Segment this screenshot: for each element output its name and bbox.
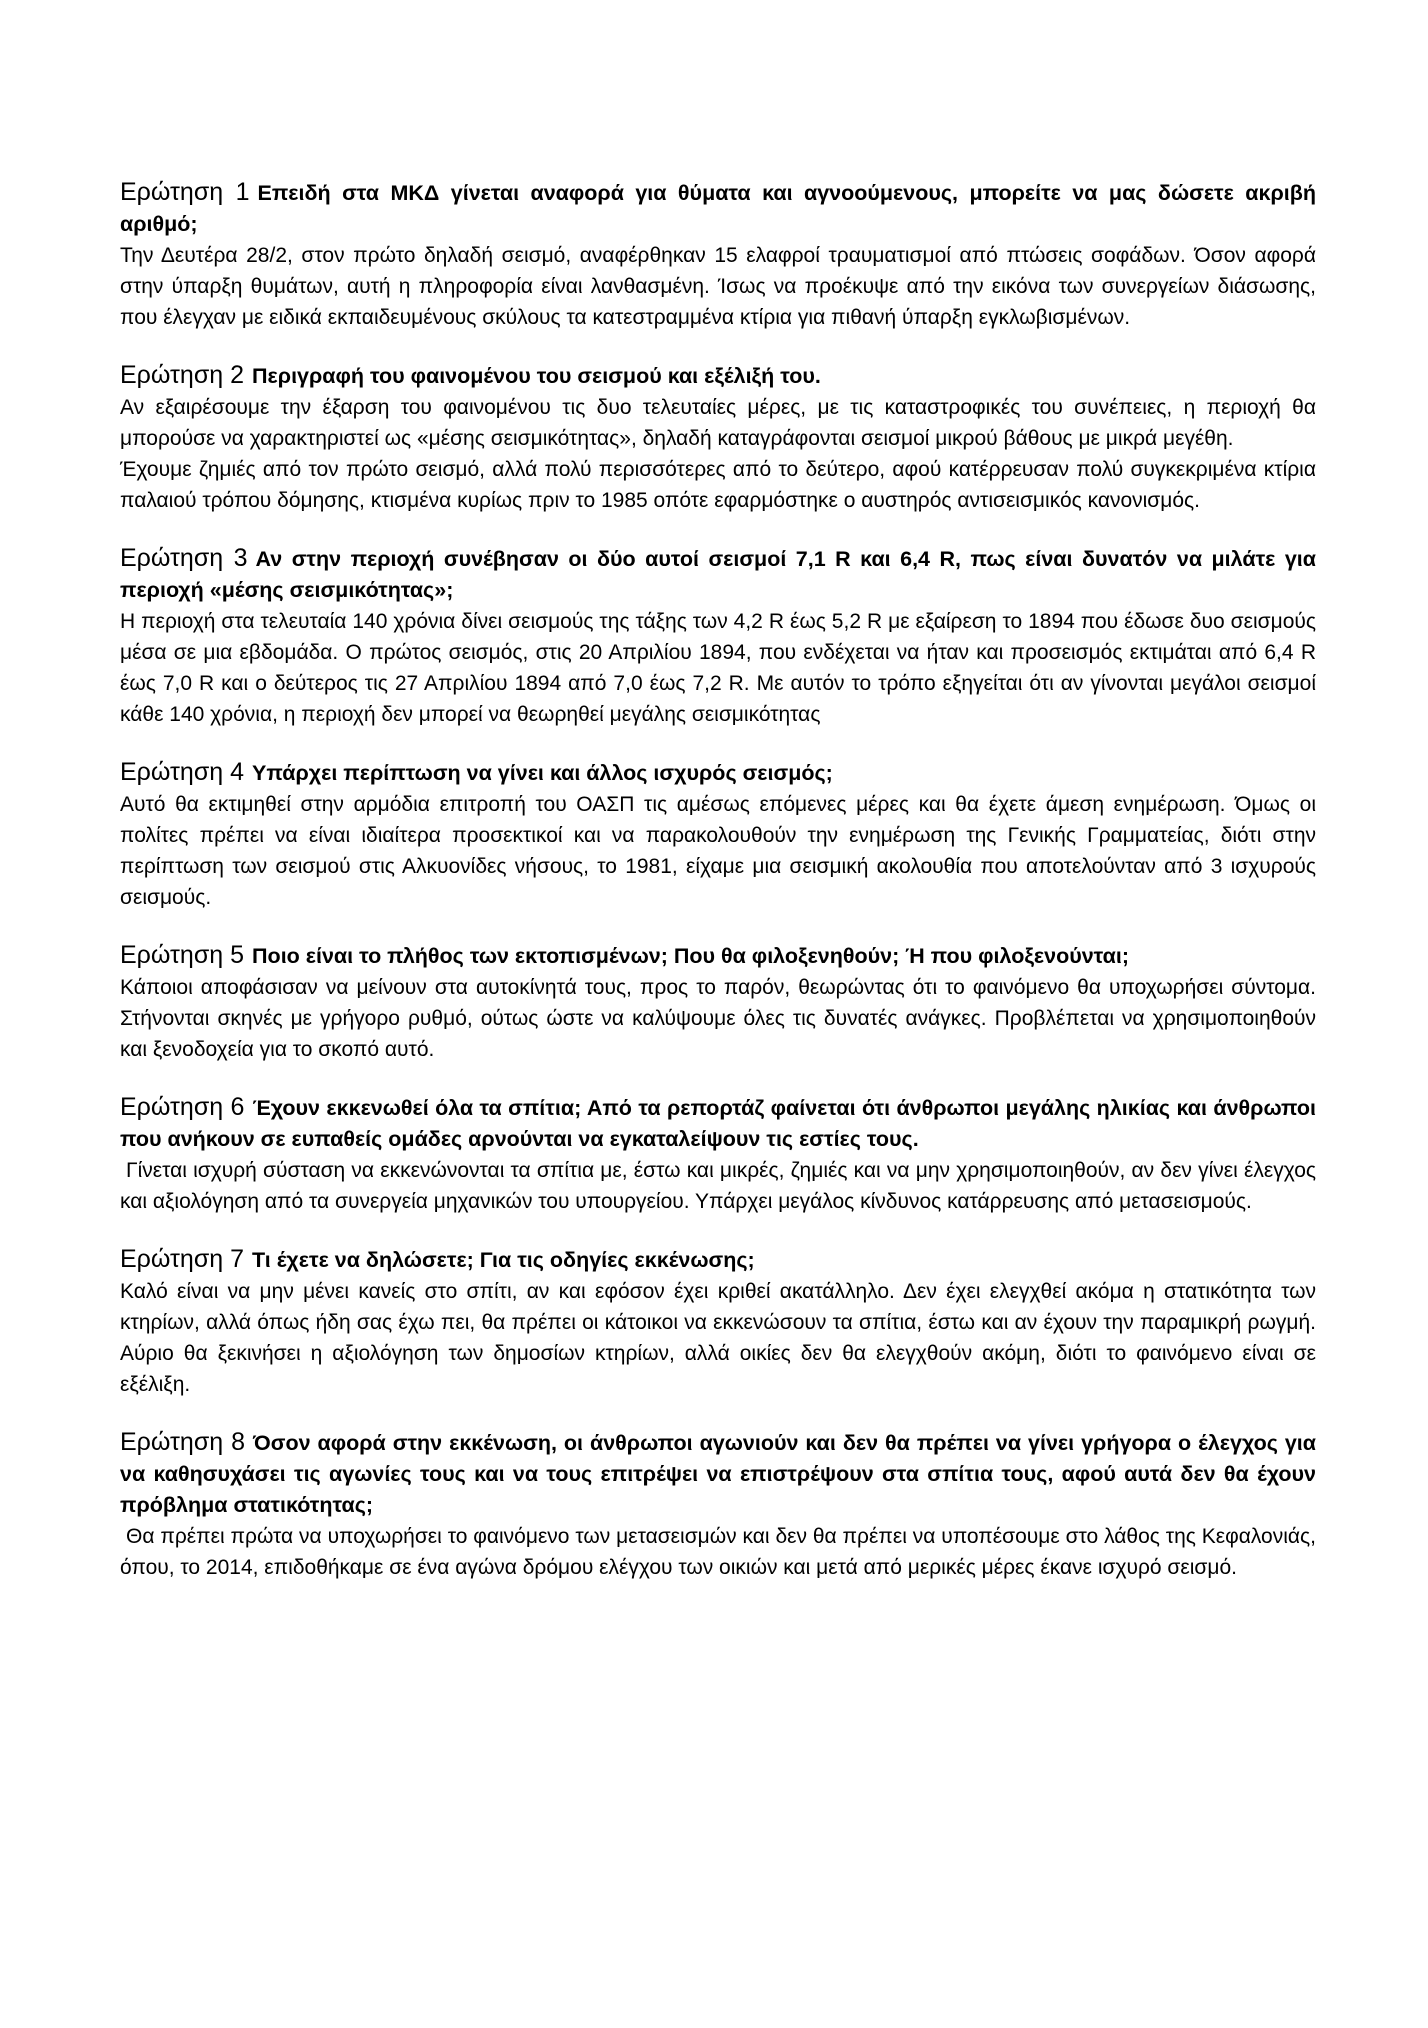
question-text: Έχουν εκκενωθεί όλα τα σπίτια; Από τα ρεπορτάζ φαίνεται ότι άνθρωποι μεγάλης ηλικίας και άνθρωποι που ανήκουν σε ευπαθείς ομάδες αρνούνται να εγκαταλείψουν τις εστίες τους. [120, 1096, 1316, 1151]
qa-block-3 [120, 543, 1316, 730]
question-label: Ερώτηση 3 [120, 544, 248, 572]
answer-2 [120, 392, 1316, 516]
answer-paragraph: Έχουμε ζημιές από τον πρώτο σεισμό, αλλά πολύ περισσότερες από το δεύτερο, αφού κατέρρευσαν πολύ συγκεκριμένα κτίρια παλαιού τρόπου δόμησης, κτισμένα κυρίως πριν το 1985 οπότε εφαρμόστηκε ο αυστηρός αντισεισμικός κανονισμός. [120, 458, 1316, 512]
question-2 [120, 360, 1316, 392]
answer-3 [120, 606, 1316, 730]
answer-7 [120, 1276, 1316, 1400]
qa-block-6 [120, 1092, 1316, 1217]
qa-block-8 [120, 1427, 1316, 1583]
qa-block-1 [120, 177, 1316, 333]
question-label: Ερώτηση 8 [120, 1428, 246, 1456]
document-page [120, 177, 1316, 1610]
answer-paragraph: Την Δευτέρα 28/2, στον πρώτο δηλαδή σεισμό, αναφέρθηκαν 15 ελαφροί τραυματισμοί από πτώσεις σοφάδων. Όσον αφορά στην ύπαρξη θυμάτων, αυτή η πληροφορία είναι λανθασμένη. Ίσως να προέκυψε από την εικόνα των συνεργείων διάσωσης, που έλεγχαν με ειδικά εκπαιδευμένους σκύλους τα κατεστραμμένα κτίρια για πιθανή ύπαρξη εγκλωβισμένων. [120, 244, 1316, 329]
question-3 [120, 543, 1316, 606]
answer-5 [120, 972, 1316, 1065]
qa-block-5 [120, 940, 1316, 1065]
answer-paragraph: Καλό είναι να μην μένει κανείς στο σπίτι, αν και εφόσον έχει κριθεί ακατάλληλο. Δεν έχει ελεγχθεί ακόμα η στατικότητα των κτηρίων, αλλά όπως ήδη σας έχω πει, θα πρέπει οι κάτοικοι να εκκενώσουν τα σπίτια, έστω και αν έχουν την παραμικρή ρωγμή. Αύριο θα ξεκινήσει η αξιολόγηση των δημοσίων κτηρίων, αλλά οικίες δεν θα ελεγχθούν ακόμη, διότι το φαινόμενο είναι σε εξέλιξη. [120, 1280, 1316, 1396]
question-label: Ερώτηση 1 [120, 178, 250, 206]
answer-6 [120, 1155, 1316, 1217]
question-label: Ερώτηση 2 [120, 361, 245, 389]
question-1 [120, 177, 1316, 240]
question-6 [120, 1092, 1316, 1155]
answer-paragraph: Γίνεται ισχυρή σύσταση να εκκενώνονται τα σπίτια με, έστω και μικρές, ζημιές και να μην χρησιμοποιηθούν, αν δεν γίνει έλεγχος και αξιολόγηση από τα συνεργεία μηχανικών του υπουργείου. Υπάρχει μεγάλος κίνδυνος κατάρρευσης από μετασεισμούς. [120, 1159, 1316, 1213]
question-text: Τι έχετε να δηλώσετε; Για τις οδηγίες εκκένωσης; [252, 1248, 755, 1272]
answer-paragraph: Θα πρέπει πρώτα να υποχωρήσει το φαινόμενο των μετασεισμών και δεν θα πρέπει να υποπέσουμε στο λάθος της Κεφαλονιάς, όπου, το 2014, επιδοθήκαμε σε ένα αγώνα δρόμου ελέγχου των οικιών και μετά από μερικές μέρες έκανε ισχυρό σεισμό. [120, 1525, 1316, 1579]
answer-paragraph: Αυτό θα εκτιμηθεί στην αρμόδια επιτροπή του ΟΑΣΠ τις αμέσως επόμενες μέρες και θα έχετε άμεση ενημέρωση. Όμως οι πολίτες πρέπει να είναι ιδιαίτερα προσεκτικοί και να παρακολουθούν την ενημέρωση της Γενικής Γραμματείας, διότι στην περίπτωση των σεισμού στις Αλκυονίδες νήσους, το 1981, είχαμε μια σεισμική ακολουθία που αποτελούνταν από 3 ισχυρούς σεισμούς. [120, 793, 1316, 909]
answer-1 [120, 240, 1316, 333]
question-label: Ερώτηση 7 [120, 1245, 245, 1273]
question-5 [120, 940, 1316, 972]
question-8 [120, 1427, 1316, 1521]
qa-block-7 [120, 1244, 1316, 1400]
answer-paragraph: Η περιοχή στα τελευταία 140 χρόνια δίνει σεισμούς της τάξης των 4,2 R έως 5,2 R με εξαίρεση το 1894 που έδωσε δυο σεισμούς μέσα σε μια εβδομάδα. Ο πρώτος σεισμός, στις 20 Απριλίου 1894, που ενδέχεται να ήταν και προσεισμός εκτιμάται από 6,4 R έως 7,0 R και ο δεύτερος τις 27 Απριλίου 1894 από 7,0 έως 7,2 R. Με αυτόν το τρόπο εξηγείται ότι αν γίνονται μεγάλοι σεισμοί κάθε 140 χρόνια, η περιοχή δεν μπορεί να θεωρηθεί μεγάλης σεισμικότητας [120, 610, 1316, 726]
qa-block-4 [120, 757, 1316, 913]
question-label: Ερώτηση 4 [120, 758, 245, 786]
answer-paragraph: Κάποιοι αποφάσισαν να μείνουν στα αυτοκίνητά τους, προς το παρόν, θεωρώντας ότι το φαινόμενο θα υποχωρήσει σύντομα. Στήνονται σκηνές με γρήγορο ρυθμό, ούτως ώστε να καλύψουμε όλες τις δυνατές ανάγκες. Προβλέπεται να χρησιμοποιηθούν και ξενοδοχεία για το σκοπό αυτό. [120, 976, 1316, 1061]
question-text: Επειδή στα ΜΚΔ γίνεται αναφορά για θύματα και αγνοούμενους, μπορείτε να μας δώσετε ακριβή αριθμό; [120, 181, 1316, 236]
question-4 [120, 757, 1316, 789]
question-label: Ερώτηση 5 [120, 941, 245, 969]
answer-4 [120, 789, 1316, 913]
answer-8 [120, 1521, 1316, 1583]
answer-paragraph: Αν εξαιρέσουμε την έξαρση του φαινομένου τις δυο τελευταίες μέρες, με τις καταστροφικές του συνέπειες, η περιοχή θα μπορούσε να χαρακτηριστεί ως «μέσης σεισμικότητας», δηλαδή καταγράφονται σεισμοί μικρού βάθους με μικρά μεγέθη. [120, 396, 1316, 450]
question-text: Περιγραφή του φαινομένου του σεισμού και εξέλιξή του. [252, 364, 821, 388]
question-text: Αν στην περιοχή συνέβησαν οι δύο αυτοί σεισμοί 7,1 R και 6,4 R, πως είναι δυνατόν να μιλάτε για περιοχή «μέσης σεισμικότητας»; [120, 547, 1316, 602]
question-text: Ποιο είναι το πλήθος των εκτοπισμένων; Που θα φιλοξενηθούν; Ή που φιλοξενούνται; [252, 944, 1130, 968]
question-text: Υπάρχει περίπτωση να γίνει και άλλος ισχυρός σεισμός; [252, 761, 833, 785]
qa-block-2 [120, 360, 1316, 516]
question-label: Ερώτηση 6 [120, 1093, 245, 1121]
question-text: Όσον αφορά στην εκκένωση, οι άνθρωποι αγωνιούν και δεν θα πρέπει να γίνει γρήγορα ο έλεγχος για να καθησυχάσει τις αγωνίες τους και να τους επιτρέψει να επιστρέψουν στα σπίτια τους, αφού αυτά δεν θα έχουν πρόβλημα στατικότητας; [120, 1431, 1316, 1517]
question-7 [120, 1244, 1316, 1276]
